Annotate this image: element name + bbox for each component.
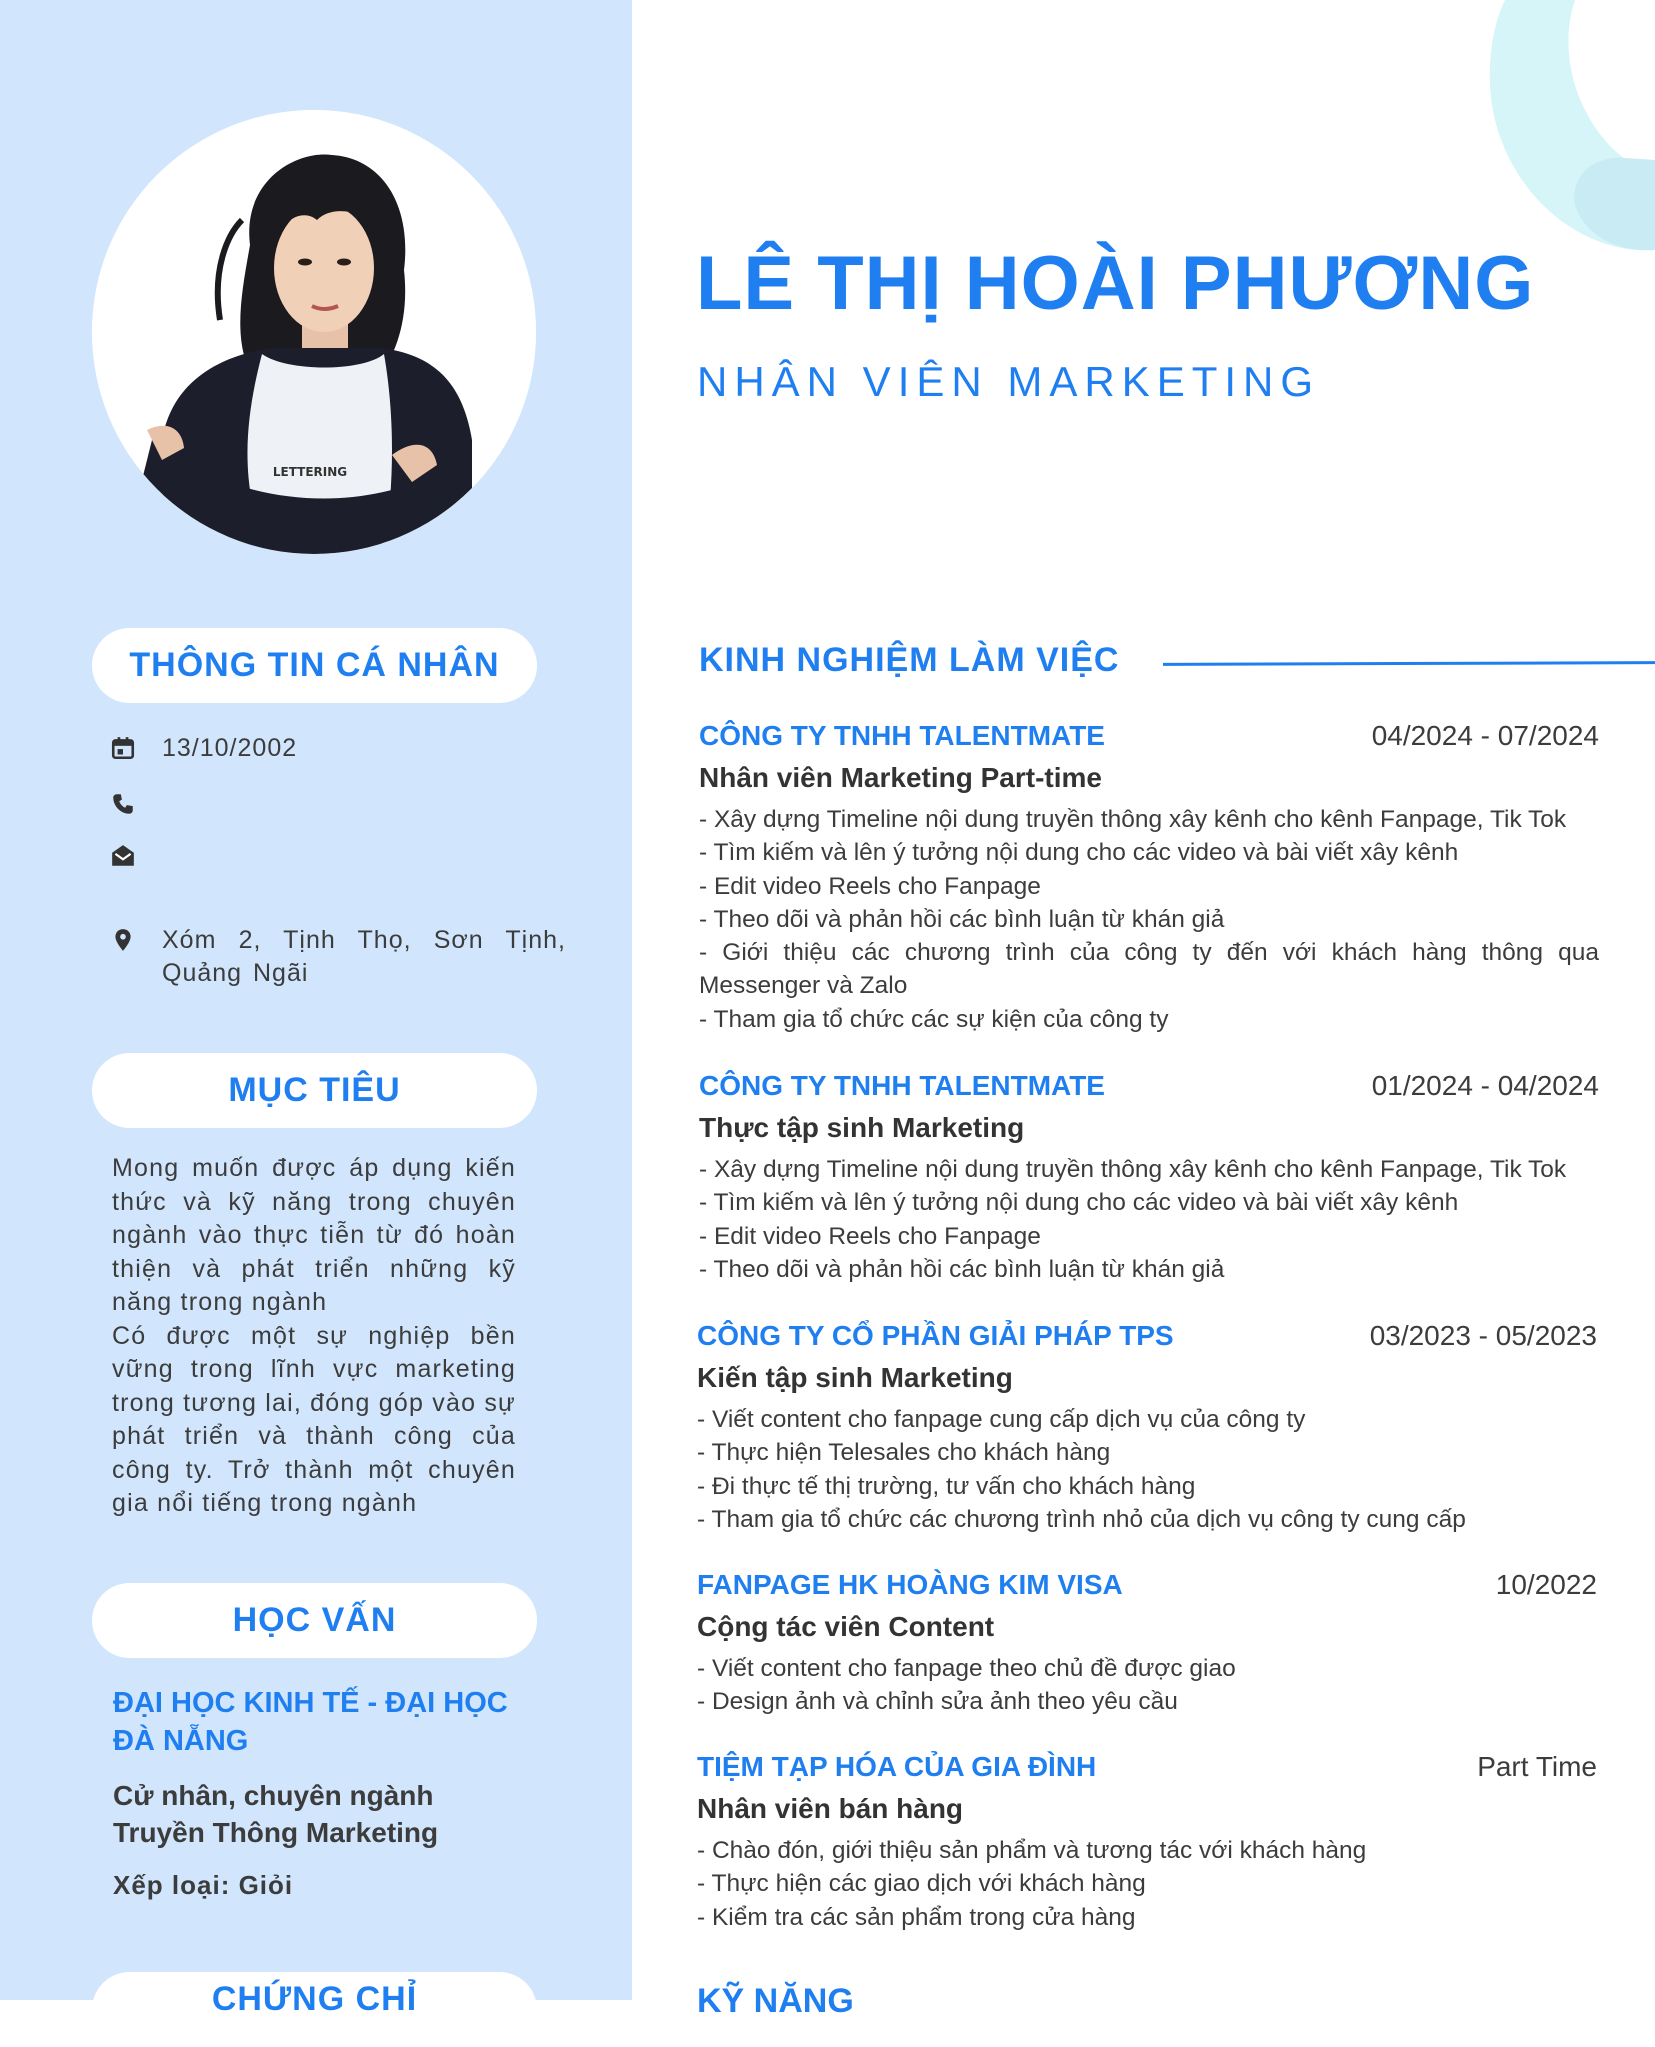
location-pin-icon — [110, 926, 136, 954]
avatar — [92, 110, 536, 554]
job-date: 10/2022 — [1495, 1569, 1597, 1600]
objective-paragraph: Có được một sự nghiệp bền vững trong lĩnh vực marketing trong tương lai, đóng góp vào sự phát triển và thành công của công ty. Trở thành một chuyên gia nổi tiếng trong ngành — [112, 1321, 516, 1517]
address-text: Xóm 2, Tịnh Thọ, Sơn Tịnh, Quảng Ngãi — [162, 926, 566, 987]
experience-item — [697, 1567, 1597, 1719]
sidebar — [0, 0, 632, 2018]
skills-heading: KỸ NĂNG — [697, 1982, 854, 2020]
job-tasks — [699, 1153, 1599, 1286]
birthday-row — [110, 732, 297, 765]
education-heading: HỌC VẤN — [92, 1583, 537, 1658]
job-role: Nhân viên bán hàng — [697, 1793, 964, 1824]
job-task: - Viết content cho fanpage cung cấp dịch vụ của công ty — [697, 1406, 1306, 1433]
job-task: - Theo dõi và phản hồi các bình luận từ khán giả — [699, 905, 1225, 933]
job-task: - Tìm kiếm và lên ý tưởng nội dung cho các video và bài viết xây kênh — [699, 839, 1459, 867]
objective-heading: MỤC TIÊU — [92, 1053, 537, 1128]
experience-item — [699, 1068, 1599, 1286]
address-row — [110, 924, 566, 990]
email-row — [110, 840, 162, 870]
avatar-illustration — [92, 110, 536, 554]
job-date: 04/2024 - 07/2024 — [1371, 720, 1599, 751]
education-grade: Xếp loại: Giỏi — [113, 1870, 294, 1900]
job-task: - Xây dựng Timeline nội dung truyền thông xây kênh cho kênh Fanpage, Tik Tok — [699, 806, 1567, 833]
candidate-name: LÊ THỊ HOÀI PHƯƠNG — [696, 241, 1535, 326]
job-task: - Tham gia tổ chức các chương trình nhỏ của dịch vụ công ty cung cấp — [697, 1505, 1466, 1533]
job-role: Thực tập sinh Marketing — [699, 1112, 1025, 1143]
job-task: - Thực hiện Telesales cho khách hàng — [697, 1439, 1111, 1467]
experience-item — [697, 1318, 1597, 1536]
phone-row — [110, 788, 162, 818]
job-task: - Xây dựng Timeline nội dung truyền thông xây kênh cho kênh Fanpage, Tik Tok — [699, 1156, 1567, 1183]
experience-item — [697, 1749, 1597, 1934]
job-company: FANPAGE HK HOÀNG KIM VISA — [697, 1569, 1123, 1600]
job-task: - Đi thực tế thị trường, tư vấn cho khách hàng — [697, 1472, 1196, 1500]
job-task: - Theo dõi và phản hồi các bình luận từ khán giả — [699, 1255, 1225, 1283]
job-tasks — [697, 1652, 1597, 1719]
job-date: 01/2024 - 04/2024 — [1371, 1070, 1599, 1101]
job-role: Nhân viên Marketing Part-time — [699, 762, 1102, 793]
job-task: - Thực hiện các giao dịch với khách hàng — [697, 1870, 1146, 1898]
shirt-text: LETTERING — [272, 465, 348, 479]
objective-paragraph: Mong muốn được áp dụng kiến thức và kỹ năng trong chuyên ngành vào thực tiễn từ đó hoàn thiện và phát triển những kỹ năng trong ngành — [112, 1154, 516, 1316]
job-company: TIỆM TẠP HÓA CỦA GIA ĐÌNH — [697, 1751, 1097, 1782]
decorative-ring — [1435, 0, 1655, 260]
job-company: CÔNG TY CỔ PHẦN GIẢI PHÁP TPS — [697, 1320, 1174, 1351]
job-task: - Tham gia tổ chức các sự kiện của công ty — [699, 1005, 1169, 1033]
section-divider — [1163, 661, 1655, 666]
job-task: - Giới thiệu các chương trình của công ty đến với khách hàng thông qua Messenger và Zalo — [699, 939, 1599, 1000]
certificates-heading: CHỨNG CHỈ — [92, 1972, 537, 2047]
job-task: - Design ảnh và chỉnh sửa ảnh theo yêu cầu — [697, 1688, 1178, 1716]
job-task: - Chào đón, giới thiệu sản phẩm và tương tác với khách hàng — [697, 1837, 1367, 1864]
job-tasks — [697, 1834, 1597, 1934]
job-role: Kiến tập sinh Marketing — [697, 1362, 1013, 1393]
job-date: 03/2023 - 05/2023 — [1369, 1320, 1597, 1351]
mail-open-icon — [110, 842, 136, 870]
job-task: - Viết content cho fanpage theo chủ đề được giao — [697, 1655, 1236, 1682]
experience-item — [699, 718, 1599, 1036]
objective-text — [112, 1152, 516, 1521]
job-tasks — [697, 1403, 1597, 1536]
education-degree: Cử nhân, chuyên ngành Truyền Thông Marketing — [113, 1780, 439, 1848]
candidate-title: NHÂN VIÊN MARKETING — [697, 358, 1321, 405]
job-task: - Kiểm tra các sản phẩm trong cửa hàng — [697, 1903, 1136, 1931]
job-task: - Tìm kiếm và lên ý tưởng nội dung cho các video và bài viết xây kênh — [699, 1189, 1459, 1217]
job-company: CÔNG TY TNHH TALENTMATE — [699, 1070, 1105, 1101]
education-school: ĐẠI HỌC KINH TẾ - ĐẠI HỌC ĐÀ NẴNG — [113, 1687, 508, 1757]
calendar-icon — [110, 734, 136, 762]
job-role: Cộng tác viên Content — [697, 1611, 995, 1642]
birthday-text: 13/10/2002 — [162, 734, 298, 762]
job-date: Part Time — [1477, 1751, 1597, 1782]
job-task: - Edit video Reels cho Fanpage — [699, 872, 1041, 900]
job-task: - Edit video Reels cho Fanpage — [699, 1222, 1041, 1250]
phone-icon — [110, 790, 136, 818]
job-tasks — [699, 803, 1599, 1036]
job-company: CÔNG TY TNHH TALENTMATE — [699, 720, 1105, 751]
experience-heading: KINH NGHIỆM LÀM VIỆC — [699, 641, 1120, 679]
personal-info-heading: THÔNG TIN CÁ NHÂN — [92, 628, 537, 703]
